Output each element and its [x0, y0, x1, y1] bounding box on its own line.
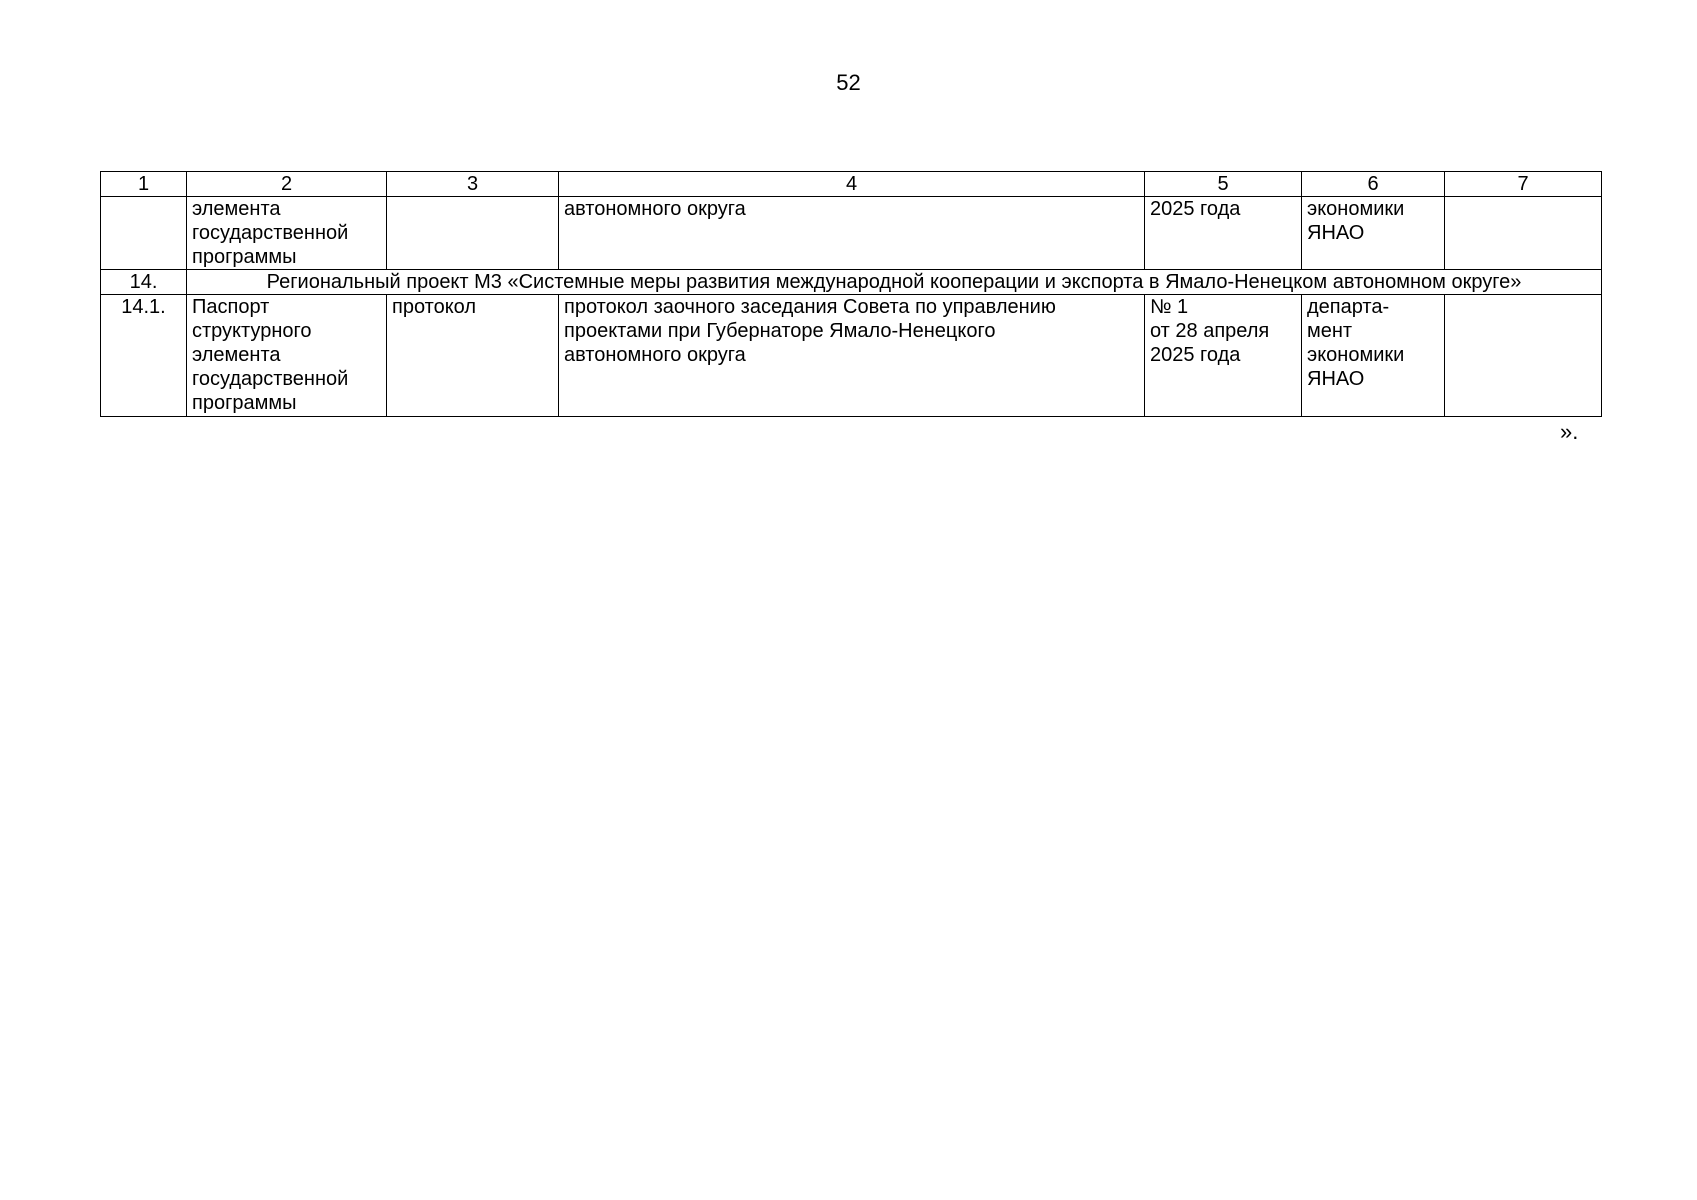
responsible-cell [1302, 197, 1445, 270]
form-cell [387, 295, 559, 417]
header-cell: 1 [101, 172, 187, 197]
cell-line: проектами при Губернаторе Ямало-Ненецкого [564, 320, 996, 342]
cell-line: ЯНАО [1307, 368, 1365, 390]
cell-line: 2025 года [1150, 344, 1241, 366]
cell-line: программы [192, 246, 297, 268]
section-title: Региональный проект М3 «Системные меры развития международной кооперации и экспорта в Ямало-Ненецком автономном округе» [187, 270, 1602, 295]
cell-line: автономного округа [564, 344, 746, 366]
cell-line: от 28 апреля [1150, 320, 1270, 342]
cell-line: ЯНАО [1307, 222, 1365, 244]
cell-line: структурного [192, 320, 312, 342]
header-cell: 5 [1145, 172, 1302, 197]
notes-cell [1445, 197, 1602, 270]
cell-line: государственной [192, 222, 349, 244]
date-cell [1145, 295, 1302, 417]
table-row-item [101, 295, 1602, 417]
header-cell: 4 [559, 172, 1145, 197]
header-cell: 3 [387, 172, 559, 197]
table-header-row [101, 172, 1602, 197]
cell-line: протокол [392, 296, 477, 318]
section-number: 14. [101, 270, 187, 295]
cell-line: 2025 года [1150, 198, 1241, 220]
cell-line: экономики [1307, 344, 1405, 366]
page-number: 52 [836, 70, 861, 95]
table-row-continued [101, 197, 1602, 270]
row-number-cell: 14.1. [101, 295, 187, 417]
cell-line: автономного округа [564, 198, 746, 220]
cell-line: элемента [192, 344, 281, 366]
notes-cell [1445, 295, 1602, 417]
description-cell [559, 197, 1145, 270]
responsible-cell [1302, 295, 1445, 417]
cell-line: департа- [1307, 296, 1390, 318]
document-type-cell [187, 295, 387, 417]
header-cell: 6 [1302, 172, 1445, 197]
form-cell [387, 197, 559, 270]
header-cell: 2 [187, 172, 387, 197]
document-table [100, 171, 1602, 417]
row-number-cell [101, 197, 187, 270]
cell-line: Паспорт [192, 296, 270, 318]
description-cell [559, 295, 1145, 417]
cell-line: мент [1307, 320, 1353, 342]
closing-quote-mark: ». [1560, 419, 1579, 444]
cell-line: государственной [192, 368, 349, 390]
cell-line: программы [192, 392, 297, 414]
document-type-cell [187, 197, 387, 270]
cell-line: № 1 [1150, 296, 1189, 318]
date-cell [1145, 197, 1302, 270]
header-cell: 7 [1445, 172, 1602, 197]
cell-line: экономики [1307, 198, 1405, 220]
cell-line: протокол заочного заседания Совета по управлению [564, 296, 1056, 318]
cell-line: элемента [192, 198, 281, 220]
table-section-row [101, 270, 1602, 295]
